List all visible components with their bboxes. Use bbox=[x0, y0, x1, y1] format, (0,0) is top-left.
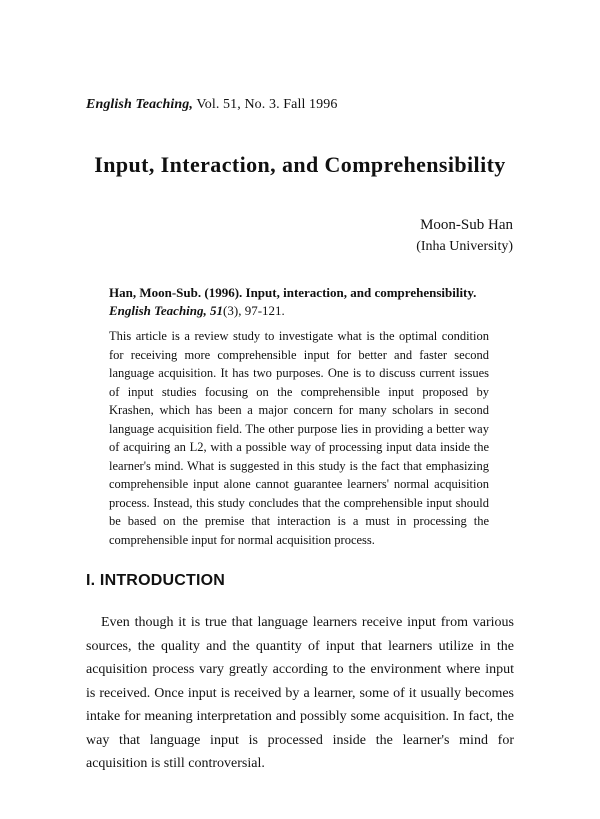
paper-title: Input, Interaction, and Comprehensibility bbox=[94, 152, 506, 177]
citation-journal-volume: English Teaching, 51 bbox=[109, 303, 224, 318]
author-block bbox=[416, 214, 513, 258]
issue-info: Vol. 51, No. 3. Fall 1996 bbox=[196, 97, 338, 112]
author-affiliation: (Inha University) bbox=[416, 239, 513, 254]
intro-paragraph: Even though it is true that language learners receive input from various sources, the quality and the quantity of input that learners utilize in the acquisition process vary greatly according to the environment where input is received. Once input is received by a learner, some of it usually becomes intake for meaning interpretation and possibly some acquisition. In fact, the way that language input is processed inside the learner's mind for acquisition is still controversial. bbox=[86, 615, 514, 771]
citation bbox=[109, 284, 499, 320]
journal-header bbox=[86, 97, 337, 113]
section-heading: I. INTRODUCTION bbox=[86, 572, 225, 589]
abstract: This article is a review study to investigate what is the optimal condition for receiving more comprehensible input for better and faster second language acquisition. It has two purposes. One is to discuss current issues of input studies focusing on the comprehensible input proposed by Krashen, which has been a major concern for many scholars in second language acquisition field. The other purpose lies in providing a better way of acquiring an L2, with a possible way of processing input data inside the learner's mind. What is suggested in this study is the fact that emphasizing comprehensible input alone cannot guarantee learners' normal acquisition process. Instead, this study concludes that the comprehensible input should be based on the premise that interaction is a must in processing the comprehensible input for normal acquisition process. bbox=[109, 329, 489, 547]
citation-reference: Han, Moon-Sub. (1996). Input, interaction, and comprehensibility. bbox=[109, 285, 477, 300]
journal-name: English Teaching, bbox=[86, 97, 193, 112]
citation-issue-pages: (3), 97-121. bbox=[223, 303, 285, 318]
author-name: Moon-Sub Han bbox=[420, 217, 513, 233]
